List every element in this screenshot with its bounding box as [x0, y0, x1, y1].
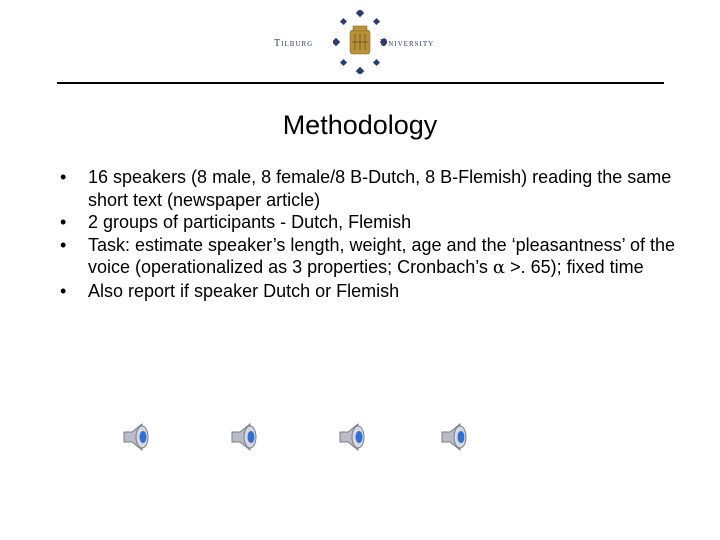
bullet-list: [40, 166, 690, 302]
bullet-item: [40, 234, 690, 280]
bullet-glyph: •: [60, 280, 67, 301]
slide-title-text: Methodology: [282, 110, 438, 140]
bullet-text: Also report if speaker Dutch or Flemish: [88, 280, 400, 301]
university-logo: [270, 10, 450, 74]
logo-right-word: University: [380, 38, 435, 49]
speaker-audio-icon[interactable]: [438, 420, 472, 454]
slide-title: [0, 110, 720, 141]
bullet-glyph: •: [60, 234, 67, 255]
bullet-text: 16 speakers (8 male, 8 female/8 B-Dutch, 8 B-Flemish) reading the same short text (newspaper article): [88, 167, 672, 210]
bullet-item: [40, 280, 690, 303]
header-divider: [57, 82, 664, 84]
bullet-text: 2 groups of participants - Dutch, Flemish: [88, 212, 412, 232]
tilburg-crest-icon: [333, 10, 387, 74]
bullet-item: [40, 166, 690, 211]
speaker-audio-icon[interactable]: [120, 420, 154, 454]
alpha-symbol: α: [492, 257, 506, 278]
bullet-text: Task: estimate speaker’s length, weight, age and the ‘pleasantness’ of the voice (operationalized as 3 properties; Cronbach’s: [88, 234, 676, 277]
logo-left-word: Tilburg: [274, 38, 314, 49]
bullet-text-continued: >. 65); fixed time: [505, 257, 644, 277]
speaker-audio-icon[interactable]: [228, 420, 262, 454]
bullet-glyph: •: [60, 167, 67, 187]
speaker-audio-icon[interactable]: [336, 420, 370, 454]
bullet-glyph: •: [60, 212, 67, 232]
bullet-item: [40, 211, 690, 234]
